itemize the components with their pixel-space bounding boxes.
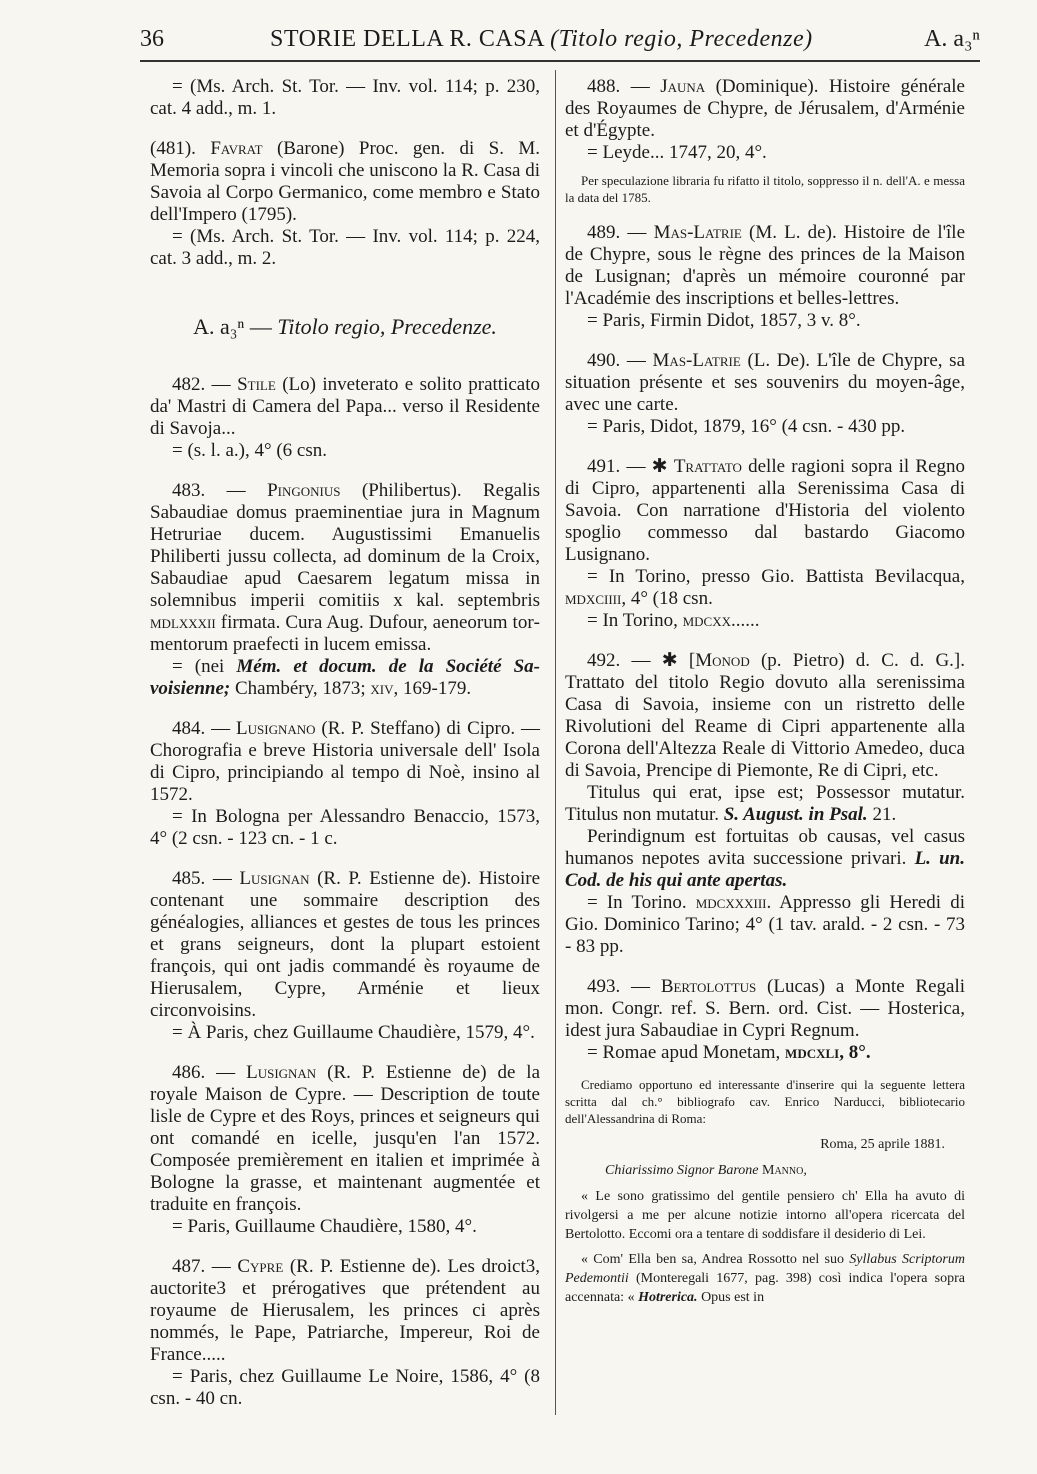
entry-text: firmata. Cura Aug. Dufour, aeneorum tormentorum praefecti in lucem emissa. (150, 612, 540, 655)
entry-quote-ref: S. August. in Psal. (723, 804, 868, 825)
entry-pub: = Paris, Guillaume Chaudière, 1580, 4°. (172, 1216, 477, 1237)
section-title: Titolo regio, Precedenze. (277, 314, 497, 339)
salutation-text: , (803, 1163, 807, 1178)
entry-author: Cypre (237, 1256, 284, 1277)
entry-pub-date: mdcxxxiii (695, 892, 767, 913)
entry-pub: = (Ms. Arch. St. Tor. — Inv. vol. 114; p. 224, cat. 3 add., m. 2. (150, 226, 540, 269)
entry-pub: ...... (731, 610, 760, 631)
entry-pub: = In Torino. (587, 892, 696, 913)
entry-number: 482. — (172, 374, 231, 395)
entry-text: (Dominique). Histoire générale des Royaumes de Chypre, de Jérusalem, d'Arménie et d'Égypte. (565, 76, 965, 141)
header-rule (140, 60, 980, 62)
entry-number: 483. — (172, 480, 246, 501)
entry-pub-volume: xiv (370, 678, 394, 699)
entry-author: Pingonius (267, 480, 341, 501)
entry-pub: , 4° (18 csn. (621, 588, 713, 609)
entry-pub: = (nei (172, 656, 237, 677)
entry-pub: = Leyde... 1747, 20, 4°. (587, 142, 767, 163)
left-column (150, 76, 540, 1428)
entry-author: Favrat (210, 138, 263, 159)
entry-pub: . Appresso gli Heredi di Gio. Dominico Tarino; 4° (1 tav. arald. - 2 csn. - 73 - 83 pp. (565, 892, 965, 957)
entry-number: 489. — (587, 222, 647, 243)
entry-quote: 21. (867, 804, 897, 825)
entry-492 (565, 650, 965, 958)
entry-number: 487. — (172, 1256, 231, 1277)
entry-author: Lusignan (239, 868, 310, 889)
entry-text: delle ragioni sopra il Regno di Cipro, appartenenti alla Serenissima Casa di Savoia. Con narratione d'Historia del violento spoglio commesso dal bastardo Giacomo Lusignano. (565, 456, 966, 565)
entry-pub: = Paris, chez Guillaume Le Noire, 1586, 4° (8 csn. - 40 cn. (150, 1366, 540, 1409)
salutation-name: Manno (762, 1163, 804, 1178)
running-title (270, 22, 813, 56)
entry-number: 488. — (587, 76, 650, 97)
entry-487 (150, 1256, 540, 1410)
entry-number: 493. — (587, 976, 651, 997)
letter-intro: Crediamo opportuno ed interessante d'inserire qui la seguente lettera scritta dal ch.° bibliografo cav. Enrico Narducci, bibliotecario dell'Alessandrina di Roma: (565, 1077, 965, 1126)
letter-paragraph: « Le sono gratissimo del gentile pensiero ch' Ella ha avuto di rivolgersi a me per alcune notizie intorno all'opera ricercata del Bertolotto. Eccomi ora a tentare di soddisfare il desiderio di Lei. (565, 1189, 965, 1242)
letter-date: Roma, 25 aprile 1881. (820, 1137, 945, 1152)
entry-number: 486. — (172, 1062, 236, 1083)
page-header (140, 22, 980, 56)
entry-text: (Lucas) a Monte Regali mon. Congr. ref. S. Bern. ord. Cist. — Hosterica, idest jura Sabaudiae in Cypri Regnum. (565, 976, 966, 1041)
entry-490 (565, 350, 965, 438)
entry-text: (Lo) inveterato e solito pratticato da' Mastri di Camera del Papa... verso il Residente di Savoja... (150, 374, 541, 439)
letter-text: Opus est in (697, 1290, 765, 1305)
entry-486 (150, 1062, 540, 1238)
entry-text: (Barone) Proc. gen. di S. M. Memoria sopra i vincoli che uniscono la R. Casa di Savoia al Corpo Germanico, come membro e Stato dell'Impero (1795). (150, 138, 540, 225)
entry-pub: = À Paris, chez Guillaume Chaudière, 1579, 4°. (172, 1022, 535, 1043)
entry-author: Jauna (660, 76, 706, 97)
right-column (565, 76, 965, 1313)
entry-pub-date: mdcxli (785, 1042, 840, 1063)
entry-number: 485. — (172, 868, 232, 889)
entry-484 (150, 718, 540, 850)
entry-author: Lusignano (236, 718, 316, 739)
entry-quote: Perindignum est fortuitas ob causas, vel casus humanos nepotes avita successione privari. (565, 826, 965, 869)
entry-author: Stile (237, 374, 276, 395)
entry-pub: = In Torino, (587, 610, 683, 631)
entry-pub: = Paris, Firmin Didot, 1857, 3 v. 8°. (587, 310, 861, 331)
entry-number: (481). (150, 138, 196, 159)
letter-title: Hotrerica. (638, 1290, 698, 1305)
page-number: 36 (140, 26, 164, 52)
entry-488 (565, 76, 965, 164)
entry-author: Trattato (673, 456, 742, 477)
entry-text: (M. L. de). Histoire de l'île de Chypre, sous le règne des princes de la Maison de Lusignan; d'après un mémoire couronné par l'Académie des inscriptions et belles-lettres. (565, 222, 966, 309)
entry-author: Mas-Latrie (653, 222, 742, 243)
entry-485 (150, 868, 540, 1044)
letter-text: (Monteregali 1677, pag. 398) così indica l'opera sopra accennata: « (565, 1271, 965, 1305)
entry-number: 484. — (172, 718, 231, 739)
entry-481 (150, 138, 540, 270)
entry-pub-date: mdcxx (682, 610, 731, 631)
entry-pub-title: Mém. et docum. de la Société Savoisienne; (150, 656, 540, 699)
running-title-main: STORIE DELLA R. CASA (270, 26, 544, 52)
letter-paragraph (565, 1250, 965, 1307)
entry-pub: Chambéry, 1873; (230, 678, 371, 699)
entry-489 (565, 222, 965, 332)
entry-text: (R. P. Estienne de) de la royale Maison de Cypre. — Description de toute lisle de Cypre et des Roys, princes et seigneurs qui ont comandé en icelle, jusqu'en l'an 1572. Composée premièrement en italien et imprimée à Bologne la grasse, et maintenant augmentée et traduite en françois. (150, 1062, 541, 1215)
entry-number: 491. — ✱ (587, 456, 668, 477)
entry-text: (p. Pietro) d. C. d. G.]. Trattato del titolo Regio dovuto alla serenissima Casa di Savoia, insieme con un ristretto delle Rivolutioni del Reame di Cipri appartenente alla Corona dell'Altezza Reale di Vittorio Amedeo, duca di Savoia, Prencipe di Piemonte, Re di Cipri, etc. (565, 650, 965, 781)
entry-pub: = Paris, Didot, 1879, 16° (4 csn. - 430 pp. (587, 416, 906, 437)
entry-author: Mas-Latrie (652, 350, 741, 371)
entry-pub: , 169-179. (393, 678, 472, 699)
entry-text: (R. P. Steffano) di Cipro. — Chorografia e breve Historia universale dell' Isola di Cipro, principiando al tempo di Noè, insino al 1572. (150, 718, 540, 805)
entry-pub: , 8°. (839, 1042, 871, 1063)
entry-pub: = Romae apud Monetam, (587, 1042, 786, 1063)
entry-text: (L. De). L'île de Chypre, sa situation présente et ses souvenirs du moyen-âge, avec une carte. (565, 350, 965, 415)
section-label: A. a₃ⁿ — (193, 314, 272, 339)
letter-salutation (605, 1161, 965, 1181)
entry-text: (R. P. Estienne de). Les droict3, auctorite3 et prérogatives que prétendent au royaume de Hierusalem, les princes ci après nommés, le Pape, Patriarche, Impereur, Roi de France..... (150, 1256, 541, 1365)
salutation-text: Chiarissimo Signor Barone (605, 1163, 762, 1178)
entry-text: (Philibertus). Regalis Sabaudiae domus praeminentiae jura in Magnum Hetruriae ducem. Augustissimi Emanuelis Philiberti jussu collecta, ad dominum de la Croix, Sabaudiae apud Caesarem legatum missa in solemnibus imperii comitiis x kal. septembris (150, 480, 541, 611)
entry-483 (150, 480, 540, 700)
letter-title: Syllabus Scriptorum Pedemontii (565, 1252, 965, 1286)
entry-number: 490. — (587, 350, 646, 371)
entry-author: Lusignan (246, 1062, 317, 1083)
entry-pub: = (Ms. Arch. St. Tor. — Inv. vol. 114; p. 230, cat. 4 add., m. 1. (150, 76, 540, 119)
entry-pub-date: mdxciiii (565, 588, 622, 609)
entry-text: (R. P. Estienne de). Histoire contenant une sommaire description des généalogies, alliances et gestes de tous les princes et grans seigneurs, dont la plupart estoient françois, qui ont jadis commandé ès royaume de Hierusalem, Cypre, Arménie et lieux circonvoisins. (150, 868, 541, 1021)
entry-pub: = In Torino, presso Gio. Battista Bevilacqua, (587, 566, 965, 587)
entry-author: Monod (695, 650, 750, 671)
entry-491 (565, 456, 965, 632)
entry-quote: Titulus qui erat, ipse est; Possessor mutatur. Titulus non mutatur. (565, 782, 965, 825)
entry-note: Per speculazione libraria fu rifatto il titolo, soppresso il n. dell'A. e messa la data del 1785. (565, 173, 965, 205)
entry-493 (565, 976, 965, 1064)
section-mark: A. a₃ⁿ (924, 26, 980, 52)
entry-482 (150, 374, 540, 462)
entry-author: Bertolottus (660, 976, 757, 997)
entry-continuation (150, 76, 540, 120)
entry-pub: = (s. l. a.), 4° (6 csn. (172, 440, 327, 461)
section-heading (150, 316, 540, 338)
column-divider (555, 70, 556, 1415)
entry-quote-ref: L. un. Cod. de his qui ante apertas. (565, 848, 965, 891)
entry-pub: = In Bologna per Alessandro Benaccio, 1573, 4° (2 csn. - 123 cn. - 1 c. (150, 806, 540, 849)
entry-number: 492. — ✱ [ (587, 650, 696, 671)
letter-text: « Com' Ella ben sa, Andrea Rossotto nel suo (581, 1252, 850, 1267)
entry-date: mdlxxxii (150, 612, 216, 633)
running-title-sub: (Titolo regio, Precedenze) (550, 26, 813, 52)
